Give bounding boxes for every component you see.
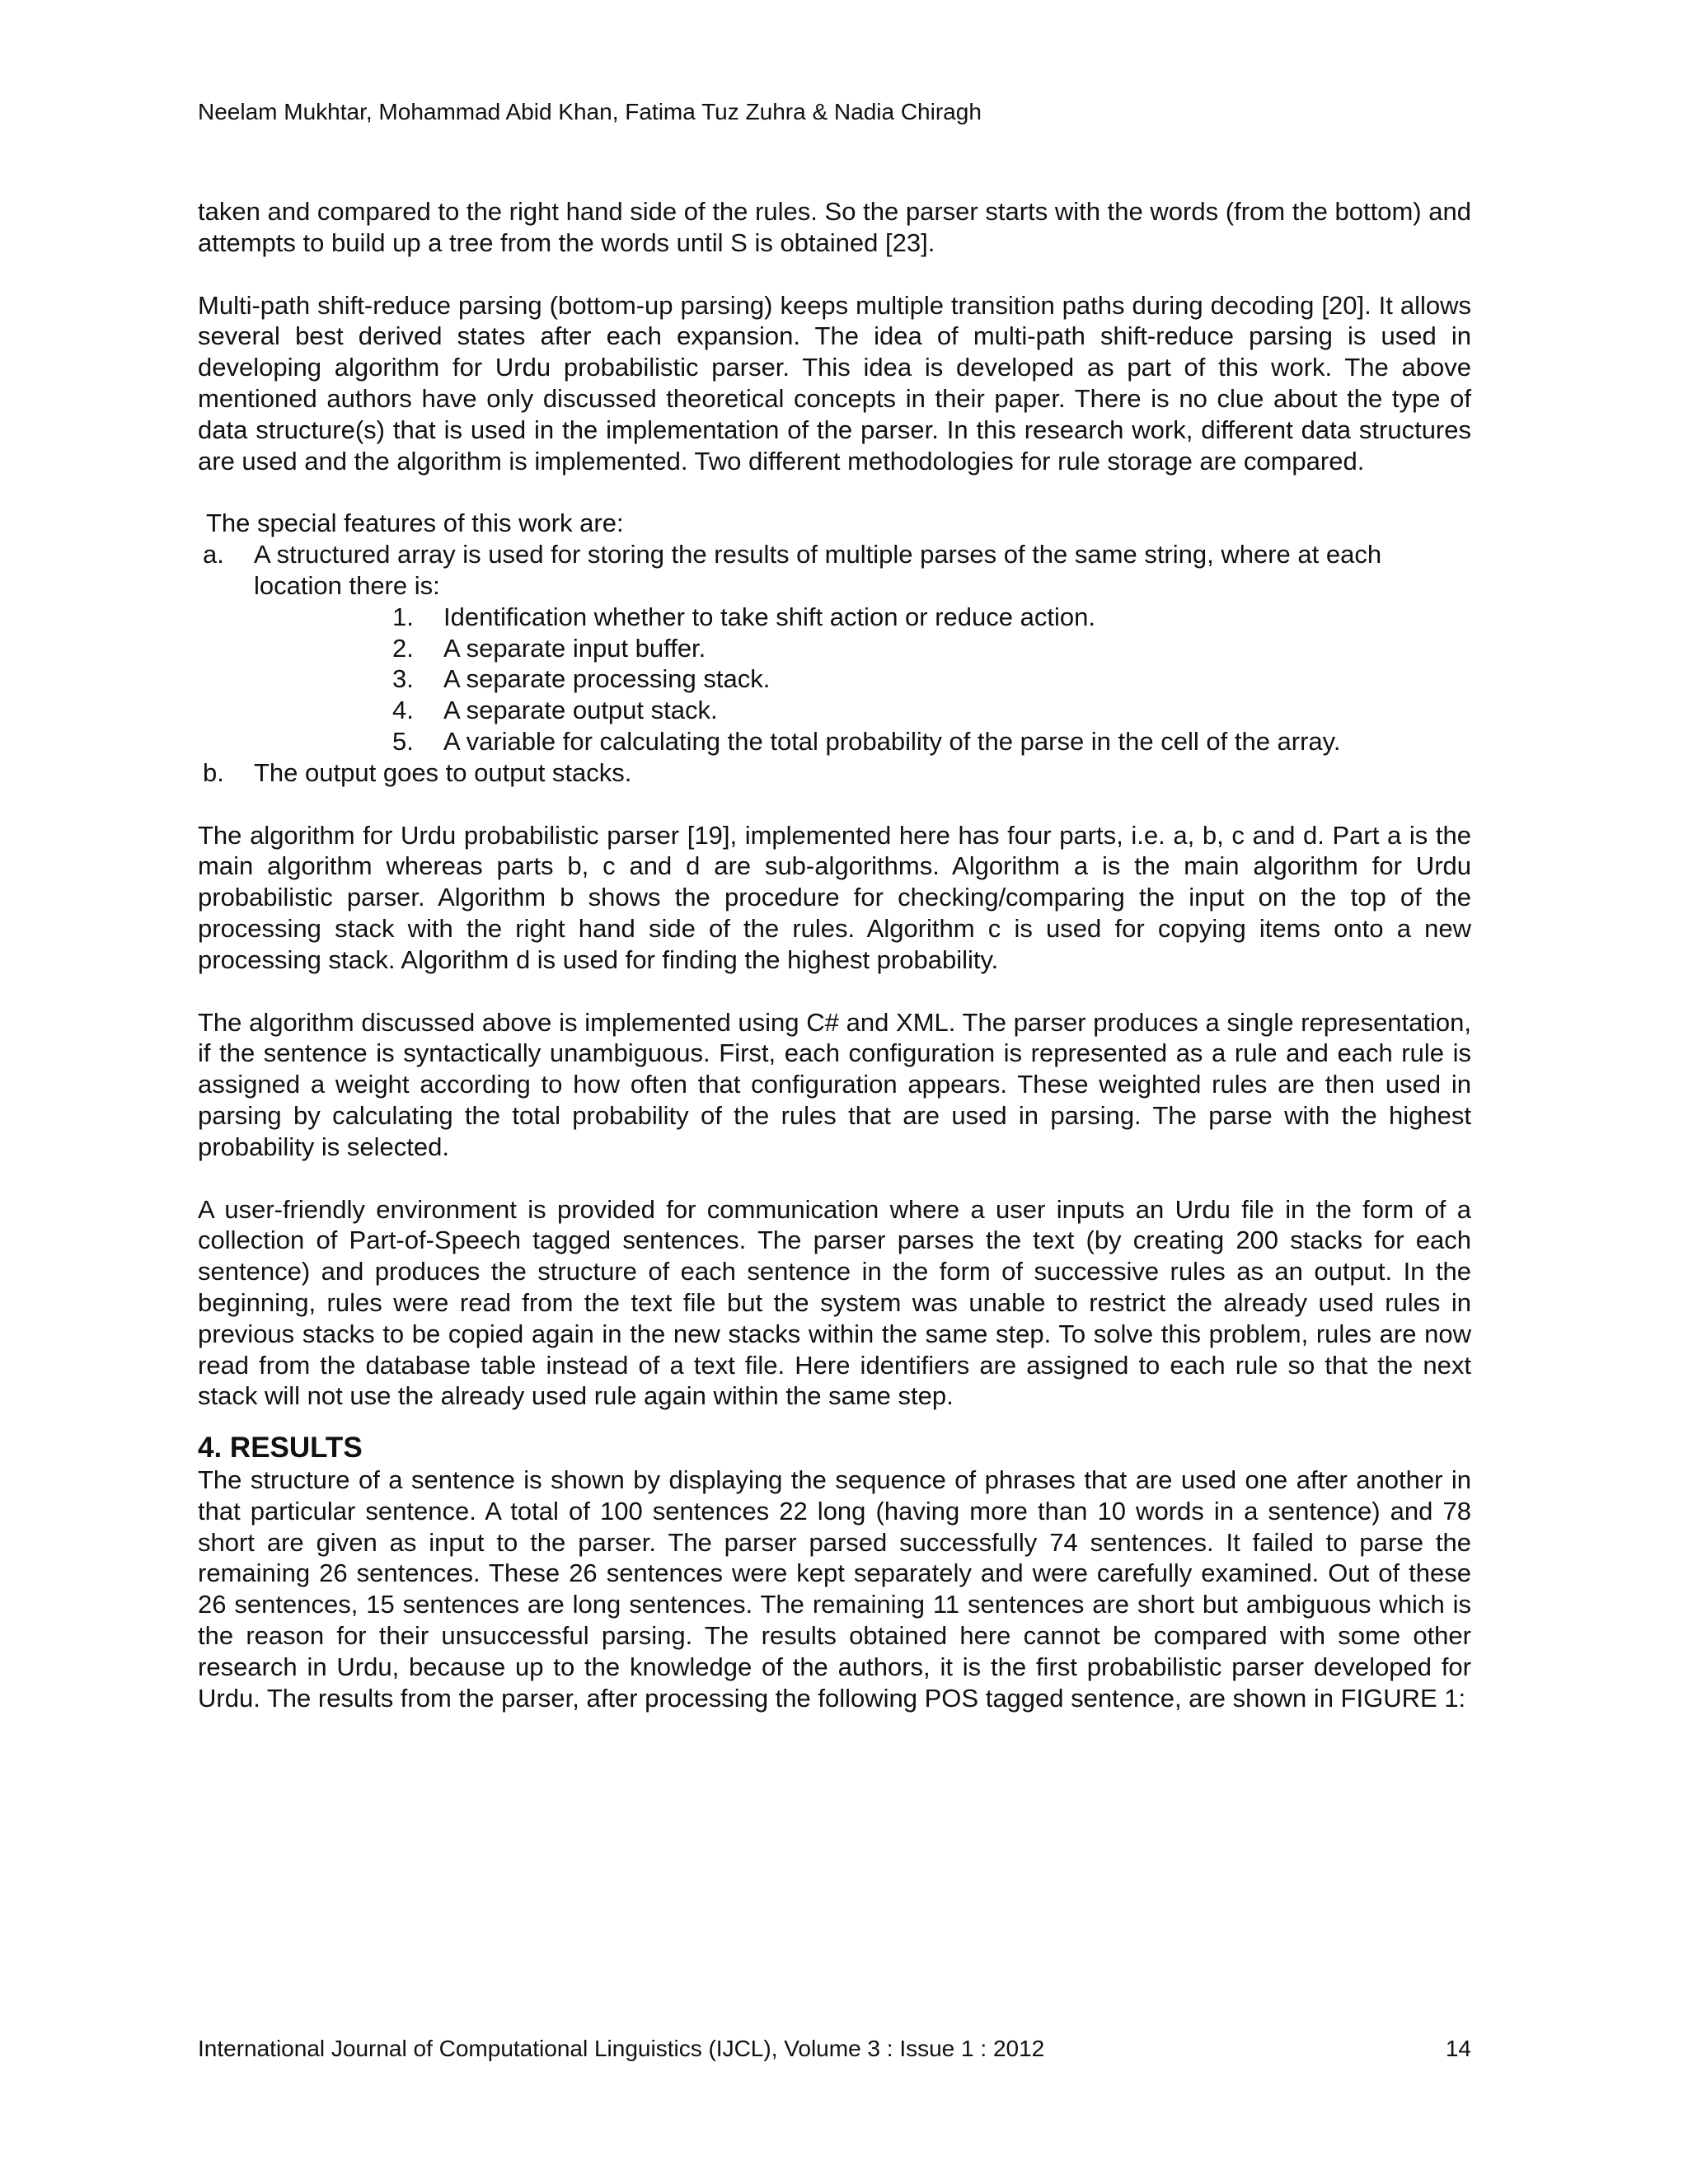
footer-journal-citation: International Journal of Computational Linguistics (IJCL), Volume 3 : Issue 1 : 2012 [198,2036,1045,2061]
paragraph-multi-path-parsing: Multi-path shift-reduce parsing (bottom-up parsing) keeps multiple transition paths during decoding [20]. It allows several best derived states after each expansion. The idea of multi-path shift-reduce parsing is used in developing algorithm for Urdu probabilistic parser. This idea is developed as part of this work. The above mentioned authors have only discussed theoretical concepts in their paper. There is no clue about the type of data structure(s) that is used in the implementation of the parser. In this research work, different data structures are used and the algorithm is implemented. Two different methodologies for rule storage are compared. [198,290,1471,476]
list-item-text: The output goes to output stacks. [254,757,632,787]
list-item [198,539,1471,602]
list-marker: 3. [392,664,414,694]
list-item [198,726,1471,757]
structured-array-contents-list [198,602,1471,757]
special-features-intro: The special features of this work are: [206,509,624,538]
list-item-text: A separate output stack. [443,696,718,725]
list-item [198,633,1471,664]
list-item-text: A separate processing stack. [443,664,771,694]
page-body [198,196,1471,1713]
list-item [198,663,1471,695]
paragraph-results: The structure of a sentence is shown by displaying the sequence of phrases that are used one after another in that particular sentence. A total of 100 sentences 22 long (having more than 10 words in a sentence) and 78 short are given as input to the parser. The parser parsed successfully 74 sentences. It failed to parse the remaining 26 sentences. These 26 sentences were kept separately and were carefully examined. Out of these 26 sentences, 15 sentences are long sentences. The remaining 11 sentences are short but ambiguous which is the reason for their unsuccessful parsing. The results obtained here cannot be compared with some other research in Urdu, because up to the knowledge of the authors, it is the first probabilistic parser developed for Urdu. The results from the parser, after processing the following POS tagged sentence, are shown in FIGURE 1: [198,1465,1471,1713]
list-item [198,757,1471,789]
list-marker: a. [203,540,224,569]
page-number: 14 [1445,2036,1471,2061]
paragraph-implementation: The algorithm discussed above is implemented using C# and XML. The parser produces a single representation, if the sentence is syntactically unambiguous. First, each configuration is represented as a rule and each rule is assigned a weight according to how often that configuration appears. These weighted rules are then used in parsing by calculating the total probability of the rules that are used in parsing. The parse with the highest probability is selected. [198,1007,1471,1161]
list-item [198,695,1471,726]
section-heading-results: 4. RESULTS [198,1432,363,1465]
list-item-text: A structured array is used for storing the results of multiple parses of the same string, where at each location there is: [254,540,1382,600]
sub-list-container [198,602,1471,757]
list-marker: 1. [392,602,414,631]
list-item [198,602,1471,633]
paragraph-parser-bottom-up: taken and compared to the right hand side of the rules. So the parser starts with the words (from the bottom) and attempts to build up a tree from the words until S is obtained [23]. [198,197,1471,257]
paragraph-algorithm-parts: The algorithm for Urdu probabilistic parser [19], implemented here has four parts, i.e. a, b, c and d. Part a is the main algorithm whereas parts b, c and d are sub-algorithms. Algorithm a is the main algorithm for Urdu probabilistic parser. Algorithm b shows the procedure for checking/comparing the input on the top of the processing stack with the right hand side of the rules. Algorithm c is used for copying items onto a new processing stack. Algorithm d is used for finding the highest probability. [198,820,1471,974]
paragraph-user-environment: A user-friendly environment is provided for communication where a user inputs an Urdu file in the form of a collection of Part-of-Speech tagged sentences. The parser parses the text (by creating 200 stacks for each sentence) and produces the structure of each sentence in the form of successive rules as an output. In the beginning, rules were read from the text file but the system was unable to restrict the already used rules in previous stacks to be copied again in the new stacks within the same step. To solve this problem, rules are now read from the database table instead of a text file. Here identifiers are assigned to each rule so that the next stack will not use the already used rule again within the same step. [198,1194,1471,1411]
list-marker: b. [203,757,224,787]
list-marker: 2. [392,633,414,663]
list-marker: 4. [392,696,414,725]
list-marker: 5. [392,726,414,756]
list-item-text: A separate input buffer. [443,633,706,663]
running-header-authors: Neelam Mukhtar, Mohammad Abid Khan, Fatima Tuz Zuhra & Nadia Chiragh [198,99,982,124]
special-features-list [198,539,1471,788]
special-features-block [198,508,1471,788]
list-item-text: Identification whether to take shift action or reduce action. [443,602,1095,631]
list-item-text: A variable for calculating the total probability of the parse in the cell of the array. [443,726,1341,756]
